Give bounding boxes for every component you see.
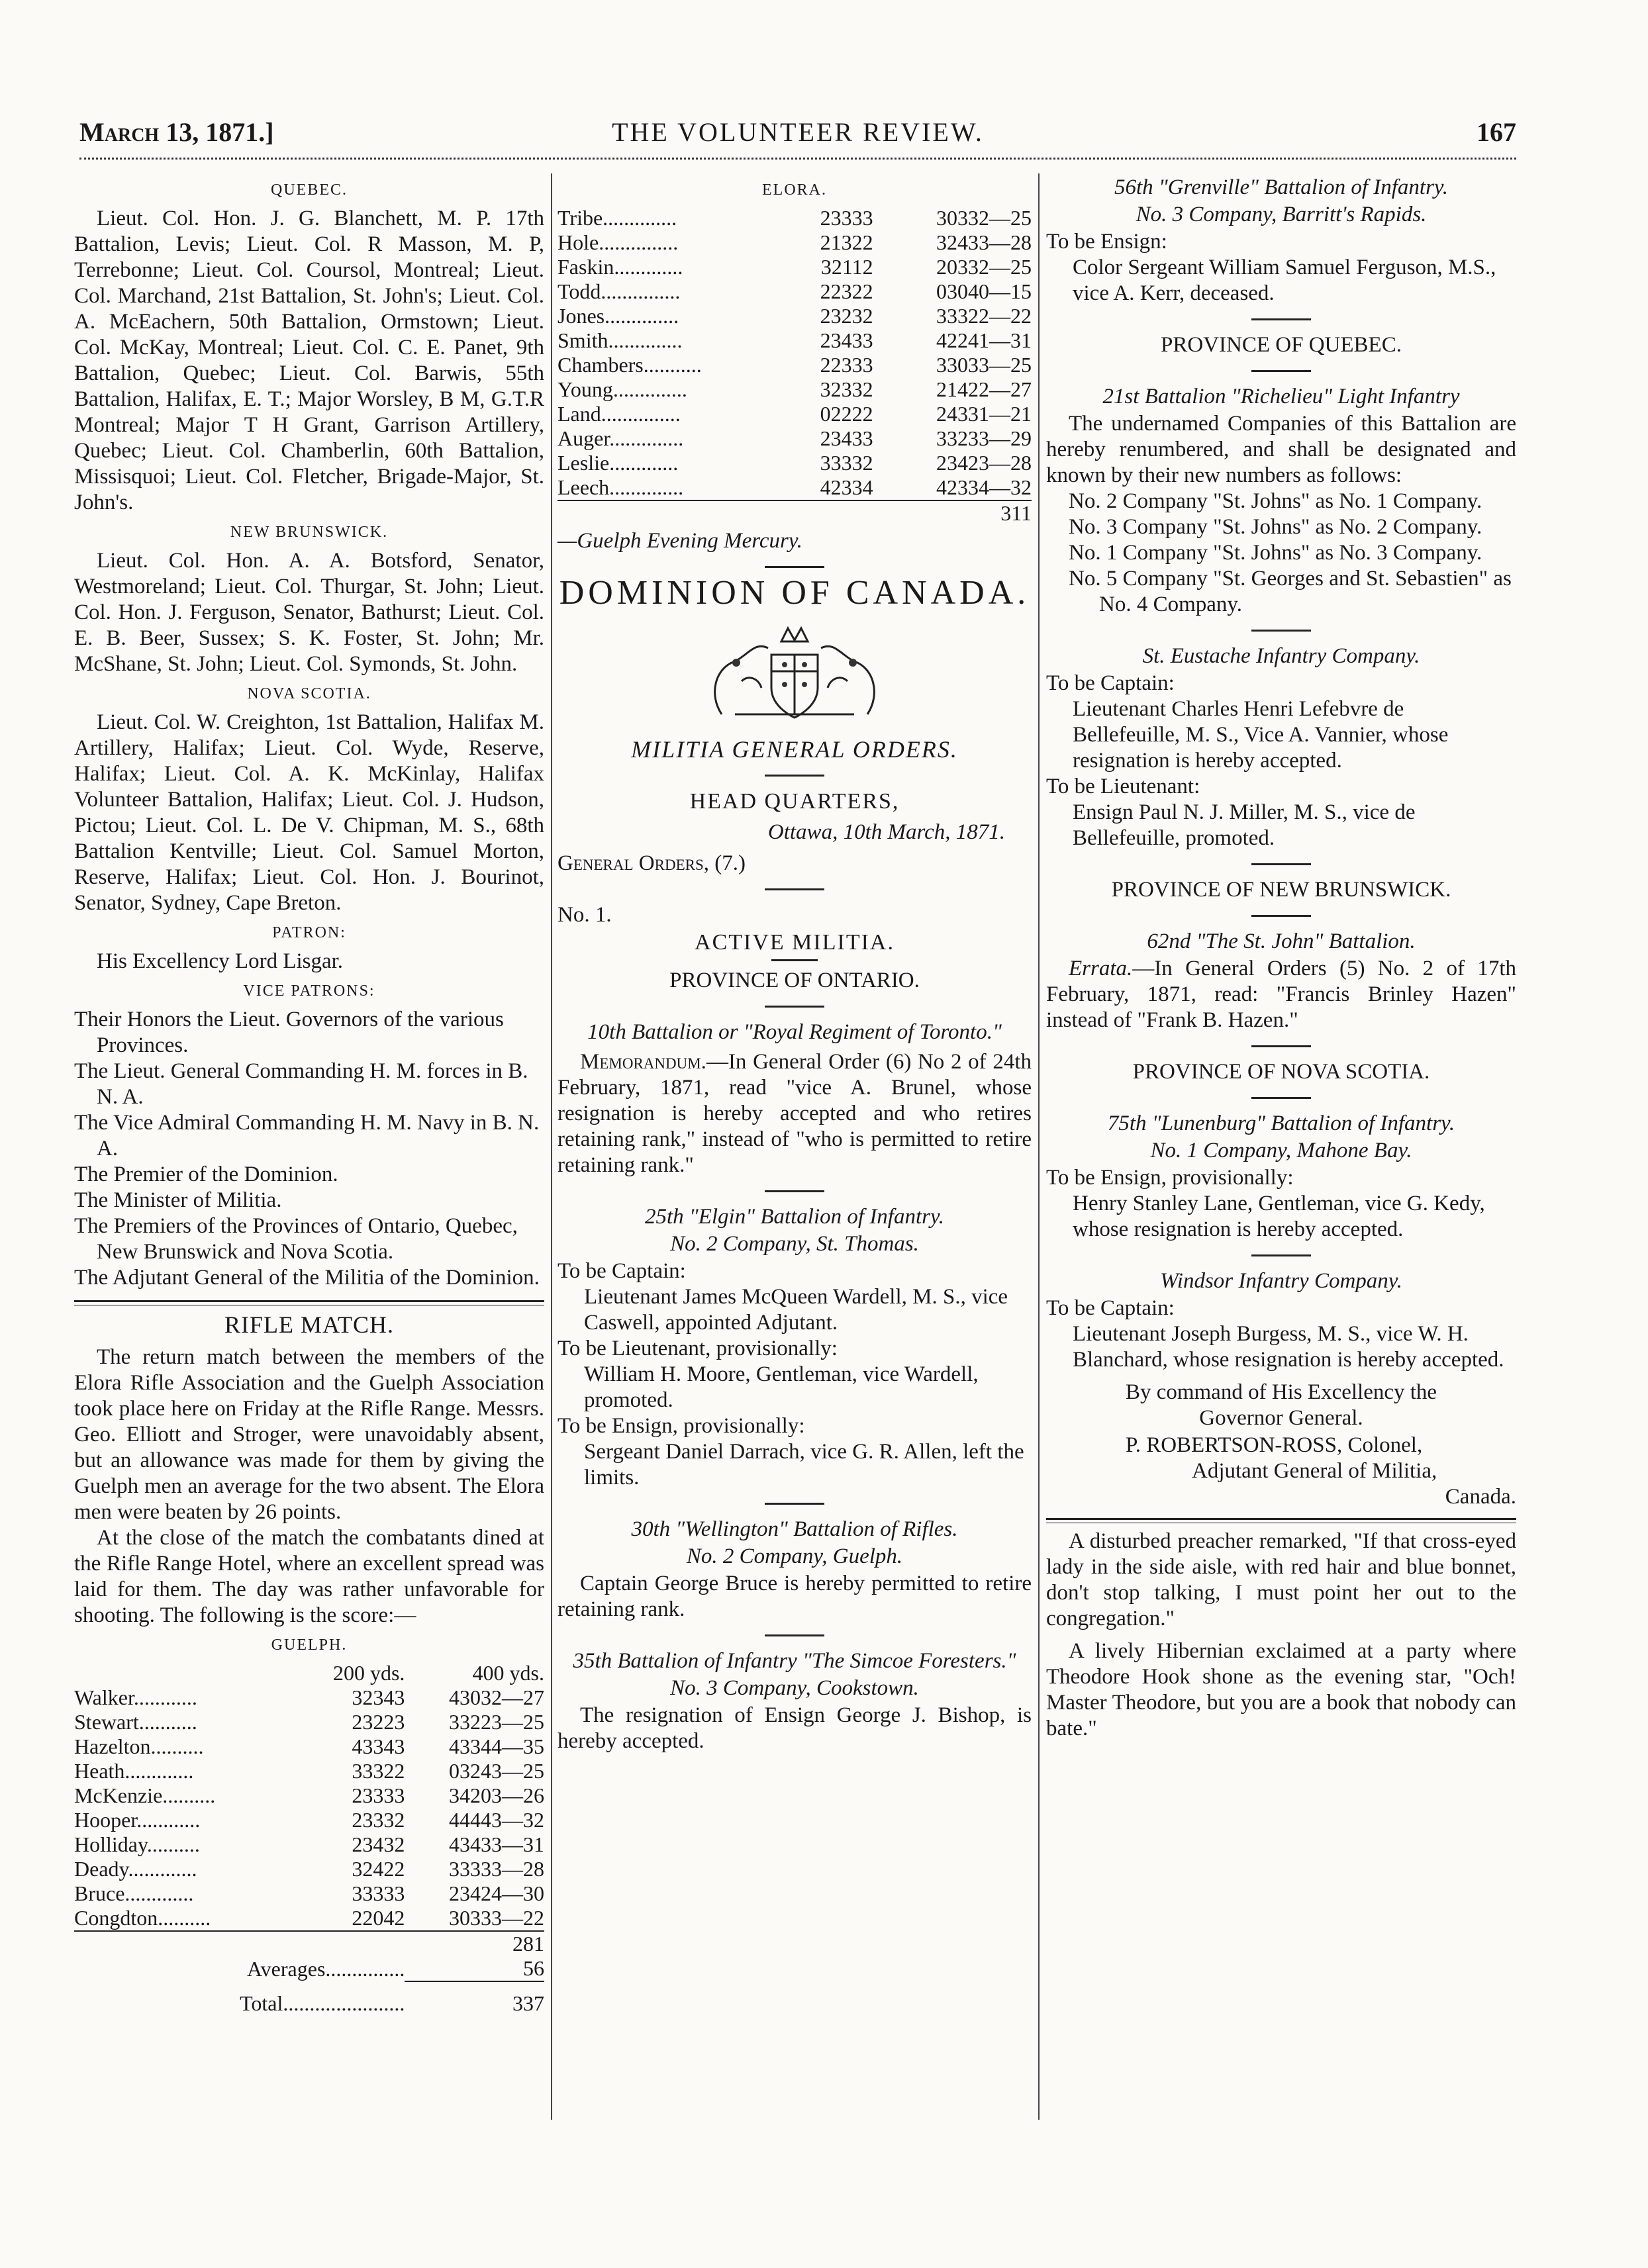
table-row xyxy=(74,1685,544,1710)
company-heading: No. 2 Company, Guelph. xyxy=(686,1544,903,1568)
divider xyxy=(765,1006,824,1008)
shooter-name: Chambers........... xyxy=(557,353,702,377)
paragraph: Lieut. Col. Hon. J. G. Blanchett, M. P. 17th Battalion, Levis; Lieut. Col. R Masson, M. P, Terrebonne; Lieut. Col. Coursol, Montreal; Lieut. Col. Marchand, 21st Battalion, St. John's; Lieut. Col. A. McEachern, 50th Battalion, Ormstown; Lieut. Col. McKay, Montreal; Lieut. Col. C. E. Panet, 9th Battalion, Quebec; Lieut. Col. Barwis, 55th Battalion, Halifax, E. T.; Major Worsley, B M, G.T.R Montreal; Major T H Grant, Garrison Artillery, Quebec; Lieut. Col. Chamberlin, 60th Battalion, Missisquoi; Lieut. Col. Fletcher, Brigade-Major, St. John's. xyxy=(74,207,544,514)
headquarters: HEAD QUARTERS, xyxy=(689,789,900,814)
table-row xyxy=(74,1710,544,1734)
shooter-name: Tribe.............. xyxy=(557,206,677,230)
column-header: 400 yds. xyxy=(472,1661,544,1685)
table-heading: GUELPH. xyxy=(271,1636,348,1654)
table-row xyxy=(557,279,1032,304)
score-200: 32343 xyxy=(352,1685,405,1709)
rank-label: To be Captain: xyxy=(1046,1296,1175,1320)
score-400: 30332—25 xyxy=(936,206,1032,230)
shooter-name: Smith.............. xyxy=(557,328,683,352)
score-200: 23223 xyxy=(352,1710,405,1734)
command-line: By command of His Excellency the Governor General. xyxy=(1125,1380,1437,1430)
score-200: 33322 xyxy=(352,1759,405,1783)
score-200: 23332 xyxy=(352,1808,405,1832)
score-400: 03243—25 xyxy=(449,1759,544,1783)
table-row xyxy=(557,304,1032,328)
shooter-name: Jones.............. xyxy=(557,304,679,328)
list-item: No. 5 Company "St. Georges and St. Sebastien" as No. 4 Company. xyxy=(1069,567,1512,616)
company-heading: No. 2 Company, St. Thomas. xyxy=(670,1232,919,1256)
shooter-name: Auger.............. xyxy=(557,426,684,450)
battalion-heading: 21st Battalion "Richelieu" Light Infantry xyxy=(1102,385,1460,408)
score-400: 23423—28 xyxy=(936,451,1032,475)
section-heading: PATRON: xyxy=(272,924,346,941)
score-200: 23333 xyxy=(352,1783,405,1807)
table-row xyxy=(557,475,1032,500)
score-400: 30333—22 xyxy=(449,1906,544,1930)
score-400: 33223—25 xyxy=(449,1710,544,1734)
province-heading: PROVINCE OF ONTARIO. xyxy=(669,969,920,992)
order-number: General Orders, (7.) xyxy=(557,851,746,875)
shooter-name: Faskin............. xyxy=(557,255,683,279)
appointment: Lieutenant Charles Henri Lefebvre de Bellefeuille, M. S., Vice A. Vannier, whose resignation is hereby accepted. xyxy=(1073,697,1449,773)
company-heading: No. 3 Company, Barritt's Rapids. xyxy=(1136,203,1427,226)
score-400: 34203—26 xyxy=(449,1783,544,1807)
score-400: 33322—22 xyxy=(936,304,1032,328)
appointment: Color Sergeant William Samuel Ferguson, M.S., vice A. Kerr, deceased. xyxy=(1073,256,1496,305)
shooter-name: Todd............... xyxy=(557,279,681,303)
shooter-name: Hazelton.......... xyxy=(74,1734,204,1758)
score-200: 43343 xyxy=(352,1734,405,1758)
province-heading: PROVINCE OF NOVA SCOTIA. xyxy=(1132,1060,1430,1084)
score-400: 33033—25 xyxy=(936,353,1032,377)
page-number: 167 xyxy=(1477,117,1516,147)
shooter-name: Young.............. xyxy=(557,377,687,401)
errata-label: Errata. xyxy=(1069,957,1133,980)
elora-total: 311 xyxy=(557,500,1032,526)
list-item: No. 3 Company "St. Johns" as No. 2 Company. xyxy=(1069,515,1482,539)
column-header: 200 yds. xyxy=(332,1661,405,1685)
score-400: 21422—27 xyxy=(936,377,1032,401)
section-heading: VICE PATRONS: xyxy=(243,982,375,1000)
page-header xyxy=(79,111,1516,151)
paragraph: The undernamed Companies of this Battalion are hereby renumbered, and shall be designated and known by their new numbers as follows: xyxy=(1046,412,1516,487)
dateline: Ottawa, 10th March, 1871. xyxy=(767,820,1005,844)
score-200: 23432 xyxy=(352,1832,405,1856)
signature-place: Canada. xyxy=(1445,1485,1516,1509)
paragraph: His Excellency Lord Lisgar. xyxy=(97,949,344,973)
rank-label: To be Ensign, provisionally: xyxy=(557,1414,805,1438)
score-200: 23433 xyxy=(820,328,873,352)
rank-label: To be Captain: xyxy=(557,1259,686,1283)
divider xyxy=(1046,1518,1516,1523)
paragraph xyxy=(557,1049,1032,1178)
battalion-heading: 30th "Wellington" Battalion of Rifles. xyxy=(631,1517,958,1541)
divider xyxy=(1251,1045,1311,1047)
appointment: William H. Moore, Gentleman, vice Wardell, promoted. xyxy=(584,1362,979,1412)
section-heading: NOVA SCOTIA. xyxy=(247,685,371,702)
paragraph: A lively Hibernian exclaimed at a party where Theodore Hook shone as the evening star, "Och! Master Theodore, but you are a book that nobody can bate." xyxy=(1046,1639,1516,1740)
score-400: 23424—30 xyxy=(449,1881,544,1905)
score-200: 33333 xyxy=(352,1881,405,1905)
divider xyxy=(765,1190,824,1192)
divider xyxy=(771,959,818,961)
averages-value: 56 xyxy=(523,1956,544,1980)
source-credit: —Guelph Evening Mercury. xyxy=(557,529,802,553)
divider xyxy=(1251,1254,1311,1256)
signature-title: Adjutant General of Militia, xyxy=(1192,1459,1437,1483)
table-row xyxy=(557,402,1032,426)
averages-label: Averages............... xyxy=(246,1956,405,1981)
paragraph: The return match between the members of the Elora Rifle Association and the Guelph Association took place here on Friday at the Rifle Range. Messrs. Geo. Elliott and Stroger, were unavoidably absent, but an allowance was made for them by giving the Guelph men an average for the two absent. The Elora men were beaten by 26 points. xyxy=(74,1345,544,1524)
issue-date: March 13, 1871.] xyxy=(79,117,274,147)
coat-of-arms-icon xyxy=(695,615,894,728)
table-header-row xyxy=(74,1661,544,1685)
paragraph: At the close of the match the combatants dined at the Rifle Range Hotel, where an excellent spread was laid for them. The day was rather unfavorable for shooting. The following is the score:— xyxy=(74,1526,544,1627)
rank-label: To be Captain: xyxy=(1046,671,1175,695)
appointment: Lieutenant Joseph Burgess, M. S., vice W. H. Blanchard, whose resignation is hereby accepted. xyxy=(1073,1322,1504,1372)
company-heading: St. Eustache Infantry Company. xyxy=(1142,644,1420,668)
score-200: 32332 xyxy=(820,377,873,401)
battalion-heading: 62nd "The St. John" Battalion. xyxy=(1147,929,1416,953)
paragraph: Captain George Bruce is hereby permitted to retire retaining rank. xyxy=(557,1572,1032,1621)
score-200: 32422 xyxy=(352,1857,405,1881)
score-200: 42334 xyxy=(820,475,873,499)
table-row xyxy=(74,1881,544,1906)
shooter-name: Holliday.......... xyxy=(74,1832,200,1856)
total-label: Total....................... xyxy=(240,1991,405,2015)
appointment: Sergeant Daniel Darrach, vice G. R. Allen, left the limits. xyxy=(584,1440,1024,1489)
score-200: 33332 xyxy=(820,451,873,475)
appointment: Lieutenant James McQueen Wardell, M. S., vice Caswell, appointed Adjutant. xyxy=(584,1285,1008,1335)
shooter-name: Land............... xyxy=(557,402,681,426)
shooter-name: Deady............. xyxy=(74,1857,197,1881)
table-row xyxy=(557,206,1032,230)
rank-label: To be Ensign, provisionally: xyxy=(1046,1166,1294,1190)
list-item: The Lieut. General Commanding H. M. forces in B. N. A. xyxy=(74,1059,528,1109)
column-middle xyxy=(557,173,1032,1754)
score-table-elora xyxy=(557,206,1032,526)
appointment: Henry Stanley Lane, Gentleman, vice G. Kedy, whose resignation is hereby accepted. xyxy=(1073,1192,1485,1241)
column-divider xyxy=(551,173,552,2120)
shooter-name: Congdton.......... xyxy=(74,1906,211,1930)
divider xyxy=(1251,915,1311,917)
score-200: 23333 xyxy=(820,206,873,230)
list-item: The Minister of Militia. xyxy=(74,1188,282,1212)
score-200: 21322 xyxy=(820,230,873,254)
shooter-name: Hooper............ xyxy=(74,1808,201,1832)
table-row xyxy=(74,1832,544,1857)
subtotal-row xyxy=(74,1931,544,1956)
column-left xyxy=(74,173,544,2016)
section-heading: NEW BRUNSWICK. xyxy=(230,524,389,541)
score-200: 22322 xyxy=(820,279,873,303)
table-row xyxy=(557,451,1032,475)
subsection-title: ACTIVE MILITIA. xyxy=(695,930,895,955)
table-row xyxy=(74,1857,544,1881)
score-400: 33333—28 xyxy=(449,1857,544,1881)
signature-name: P. ROBERTSON-ROSS, Colonel, xyxy=(1126,1433,1423,1457)
memo-label: Memorandum. xyxy=(580,1050,706,1074)
divider xyxy=(765,566,824,568)
list-item: The Adjutant General of the Militia of the Dominion. xyxy=(74,1266,540,1290)
score-400: 24331—21 xyxy=(936,402,1032,426)
divider xyxy=(1251,863,1311,865)
table-row xyxy=(74,1734,544,1759)
subtotal: 281 xyxy=(74,1931,544,1956)
publication-title: THE VOLUNTEER REVIEW. xyxy=(612,117,984,147)
score-400: 42241—31 xyxy=(936,328,1032,352)
rank-label: To be Ensign: xyxy=(1046,230,1167,254)
score-200: 23433 xyxy=(820,426,873,450)
total-row xyxy=(74,1981,544,2016)
table-row xyxy=(557,377,1032,402)
total-row xyxy=(557,500,1032,526)
company-heading: No. 3 Company, Cookstown. xyxy=(670,1676,919,1700)
shooter-name: McKenzie.......... xyxy=(74,1783,216,1807)
battalion-heading: 25th "Elgin" Battalion of Infantry. xyxy=(644,1205,945,1229)
list-item: No. 2 Company "St. Johns" as No. 1 Company. xyxy=(1069,489,1482,513)
province-heading: PROVINCE OF NEW BRUNSWICK. xyxy=(1111,878,1451,902)
table-row xyxy=(557,230,1032,255)
table-row xyxy=(557,328,1032,353)
score-200: 22042 xyxy=(352,1906,405,1930)
divider xyxy=(765,888,824,890)
column-divider xyxy=(1038,173,1040,2120)
paragraph: Lieut. Col. Hon. A. A. Botsford, Senator, Westmoreland; Lieut. Col. Thurgar, St. John; Lieut. Col. Hon. J. Ferguson, Senator, Bathurst; Lieut. Col. E. B. Beer, Sussex; S. K. Foster, St. John; Mr. McShane, St. John; Lieut. Col. Symonds, St. John. xyxy=(74,549,544,676)
article-title: RIFLE MATCH. xyxy=(224,1311,395,1338)
province-heading: PROVINCE OF QUEBEC. xyxy=(1161,333,1402,357)
shooter-name: Stewart........... xyxy=(74,1710,197,1734)
total-value: 337 xyxy=(405,1981,544,2016)
column-right xyxy=(1046,173,1516,1742)
score-200: 32112 xyxy=(820,255,873,279)
score-400: 32433—28 xyxy=(936,230,1032,254)
company-heading: No. 1 Company, Mahone Bay. xyxy=(1150,1139,1412,1162)
divider xyxy=(1251,630,1311,632)
divider xyxy=(74,1300,544,1305)
rank-label: To be Lieutenant, provisionally: xyxy=(557,1337,838,1360)
paragraph: A disturbed preacher remarked, "If that cross-eyed lady in the side aisle, with red hair and blue bonnet, don't stop talking, I must point her out to the congregation." xyxy=(1046,1529,1516,1630)
score-400: 43032—27 xyxy=(449,1685,544,1709)
paragraph: Lieut. Col. W. Creighton, 1st Battalion, Halifax M. Artillery, Halifax; Lieut. Col. Wyde, Reserve, Halifax; Lieut. Col. A. K. McKinlay, Halifax Volunteer Battalion, Halifax; Lieut. Col. J. Hudson, Pictou; Lieut. Col. L. De V. Chipman, M. S., 68th Battalion Kentville; Lieut. Col. Samuel Morton, Reserve, Halifax; Lieut. Col. Hon. J. Bourinot, Senator, Sydney, Cape Breton. xyxy=(74,710,544,915)
shooter-name: Bruce............. xyxy=(74,1881,194,1905)
rank-label: To be Lieutenant: xyxy=(1046,775,1200,798)
shooter-name: Hole............... xyxy=(557,230,679,254)
table-row xyxy=(557,353,1032,377)
section-heading: QUEBEC. xyxy=(271,181,348,199)
divider xyxy=(765,1634,824,1636)
battalion-heading: 10th Battalion or "Royal Regiment of Toronto." xyxy=(587,1020,1002,1044)
table-row xyxy=(557,255,1032,279)
shooter-name: Heath............. xyxy=(74,1759,194,1783)
appointment: Ensign Paul N. J. Miller, M. S., vice de Bellefeuille, promoted. xyxy=(1073,800,1416,850)
score-400: 03040—15 xyxy=(936,279,1032,303)
header-rule xyxy=(79,158,1516,160)
list-item: The Premier of the Dominion. xyxy=(74,1162,338,1186)
divider xyxy=(1251,318,1311,320)
table-row xyxy=(74,1906,544,1931)
company-heading: Windsor Infantry Company. xyxy=(1160,1269,1402,1293)
paragraph: The resignation of Ensign George J. Bishop, is hereby accepted. xyxy=(557,1703,1032,1753)
score-200: 02222 xyxy=(820,402,873,426)
shooter-name: Leech.............. xyxy=(557,475,684,499)
list-item: Their Honors the Lieut. Governors of the various Provinces. xyxy=(74,1008,504,1057)
memo-text: —In General Order (6) No 2 of 24th February, 1871, read "vice A. Brunel, whose resignation is hereby accepted and who retires retaining rank," instead of "who is permitted to retire retaining rank." xyxy=(557,1050,1032,1177)
score-400: 33233—29 xyxy=(936,426,1032,450)
list-item: The Premiers of the Provinces of Ontario, Quebec, New Brunswick and Nova Scotia. xyxy=(74,1214,518,1264)
divider xyxy=(765,775,824,777)
paragraph xyxy=(1046,956,1516,1033)
section-title: MILITIA GENERAL ORDERS. xyxy=(631,736,958,763)
divider xyxy=(1251,370,1311,372)
table-row xyxy=(74,1808,544,1832)
dominion-title: DOMINION OF CANADA. xyxy=(559,574,1030,612)
shooter-name: Leslie............. xyxy=(557,451,679,475)
divider xyxy=(1251,1097,1311,1099)
averages-row xyxy=(74,1956,544,1981)
score-400: 42334—32 xyxy=(936,475,1032,499)
list-item: No. 1 Company "St. Johns" as No. 3 Company. xyxy=(1069,541,1482,565)
score-400: 20332—25 xyxy=(936,255,1032,279)
battalion-heading: 75th "Lunenburg" Battalion of Infantry. xyxy=(1107,1111,1455,1135)
table-heading: ELORA. xyxy=(762,181,827,199)
score-400: 44443—32 xyxy=(449,1808,544,1832)
table-row xyxy=(74,1783,544,1808)
score-400: 43433—31 xyxy=(449,1832,544,1856)
score-200: 23232 xyxy=(820,304,873,328)
list-item: The Vice Admiral Commanding H. M. Navy in B. N. A. xyxy=(74,1111,540,1160)
errata-text: —In General Orders (5) No. 2 of 17th February, 1871, read: "Francis Brinley Hazen" instead of "Frank B. Hazen." xyxy=(1046,957,1516,1032)
score-200: 22333 xyxy=(820,353,873,377)
divider xyxy=(765,1503,824,1505)
shooter-name: Walker............ xyxy=(74,1685,197,1709)
score-table-guelph xyxy=(74,1661,544,2016)
table-row xyxy=(74,1759,544,1783)
battalion-heading: 56th "Grenville" Battalion of Infantry. xyxy=(1114,175,1449,199)
score-400: 43344—35 xyxy=(449,1734,544,1758)
table-row xyxy=(557,426,1032,451)
battalion-heading: 35th Battalion of Infantry "The Simcoe Foresters." xyxy=(573,1649,1016,1673)
order-item-number: No. 1. xyxy=(557,903,612,927)
